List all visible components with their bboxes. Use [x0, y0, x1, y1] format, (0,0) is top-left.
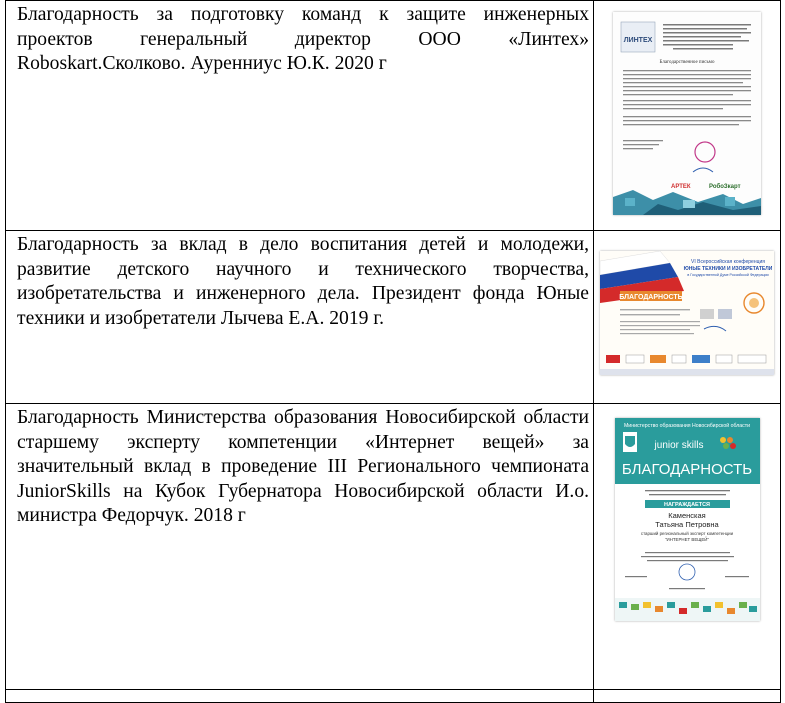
thumbnail-cell — [594, 231, 781, 404]
thumbnail-cell — [594, 1, 781, 231]
description-cell — [6, 404, 594, 690]
award-description: Благодарность Министерства образования Новосибирской области старшему эксперту компетенции «Интернет вещей» за значительный вклад в проведение III Регионального чемпионата JuniorSkills на Кубок Губернатора Новосибирской области И.о. министра Федорчук. 2018 г — [17, 407, 590, 526]
awards-table — [5, 0, 781, 703]
recipient-name: Татьяна Петровна — [654, 520, 719, 529]
certificate-thumbnail — [600, 251, 774, 375]
description-cell — [6, 1, 594, 231]
certificate-image — [600, 251, 774, 375]
certificate-title: БЛАГОДАРНОСТЬ — [619, 294, 683, 301]
table-row — [6, 1, 781, 231]
ministry-name: Министерство образования Новосибирской области — [623, 423, 750, 429]
competence-name: "ИНТЕРНЕТ ВЕЩЕЙ" — [664, 537, 709, 542]
conference-title: VI Всероссийская конференция — [691, 259, 765, 265]
table-row — [6, 404, 781, 690]
sponsor-logos — [606, 355, 766, 363]
diploma-thumbnail — [615, 418, 760, 621]
letter-image — [613, 12, 761, 215]
award-description: Благодарность за вклад в дело воспитания детей и молодежи, развитие детского научного и технического творчества, изобретательства и инженерного дела. Президент фонда Юные техники и изобретатели Лычева Е.А. 2019 г. — [17, 234, 590, 329]
awarded-label: НАГРАЖДАЕТСЯ — [663, 502, 710, 508]
brand-logo: junior skills — [654, 440, 703, 451]
letter-title: Благодарственное письмо — [659, 60, 715, 65]
description-cell — [6, 690, 594, 703]
award-description: Благодарность за подготовку команд к защите инженерных проектов генеральный директор ООО «Линтех» Roboskart.Сколково. Ауренниус Ю.К. 2020 г — [17, 4, 590, 74]
thumbnail-cell — [594, 690, 781, 703]
recipient-surname: Каменская — [667, 511, 706, 520]
description-cell — [6, 231, 594, 404]
table-row — [6, 231, 781, 404]
table-row — [6, 690, 781, 703]
conference-place: в Государственной Думе Российской Федерации — [687, 273, 769, 277]
letter-logo: ЛИНТЕХ — [623, 37, 653, 44]
diploma-title: БЛАГОДАРНОСТЬ — [621, 461, 752, 478]
artek-logo: АРТЕК — [671, 184, 691, 190]
conference-name: ЮНЫЕ ТЕХНИКИ И ИЗОБРЕТАТЕЛИ — [683, 266, 773, 272]
thumbnail-cell — [594, 404, 781, 690]
roboskart-logo: РобоЗкарт — [709, 184, 741, 190]
letter-thumbnail — [613, 12, 761, 215]
decorative-border-bottom — [615, 598, 760, 621]
diploma-image — [615, 418, 760, 621]
recipient-role: старший региональный эксперт компетенции — [640, 531, 733, 536]
